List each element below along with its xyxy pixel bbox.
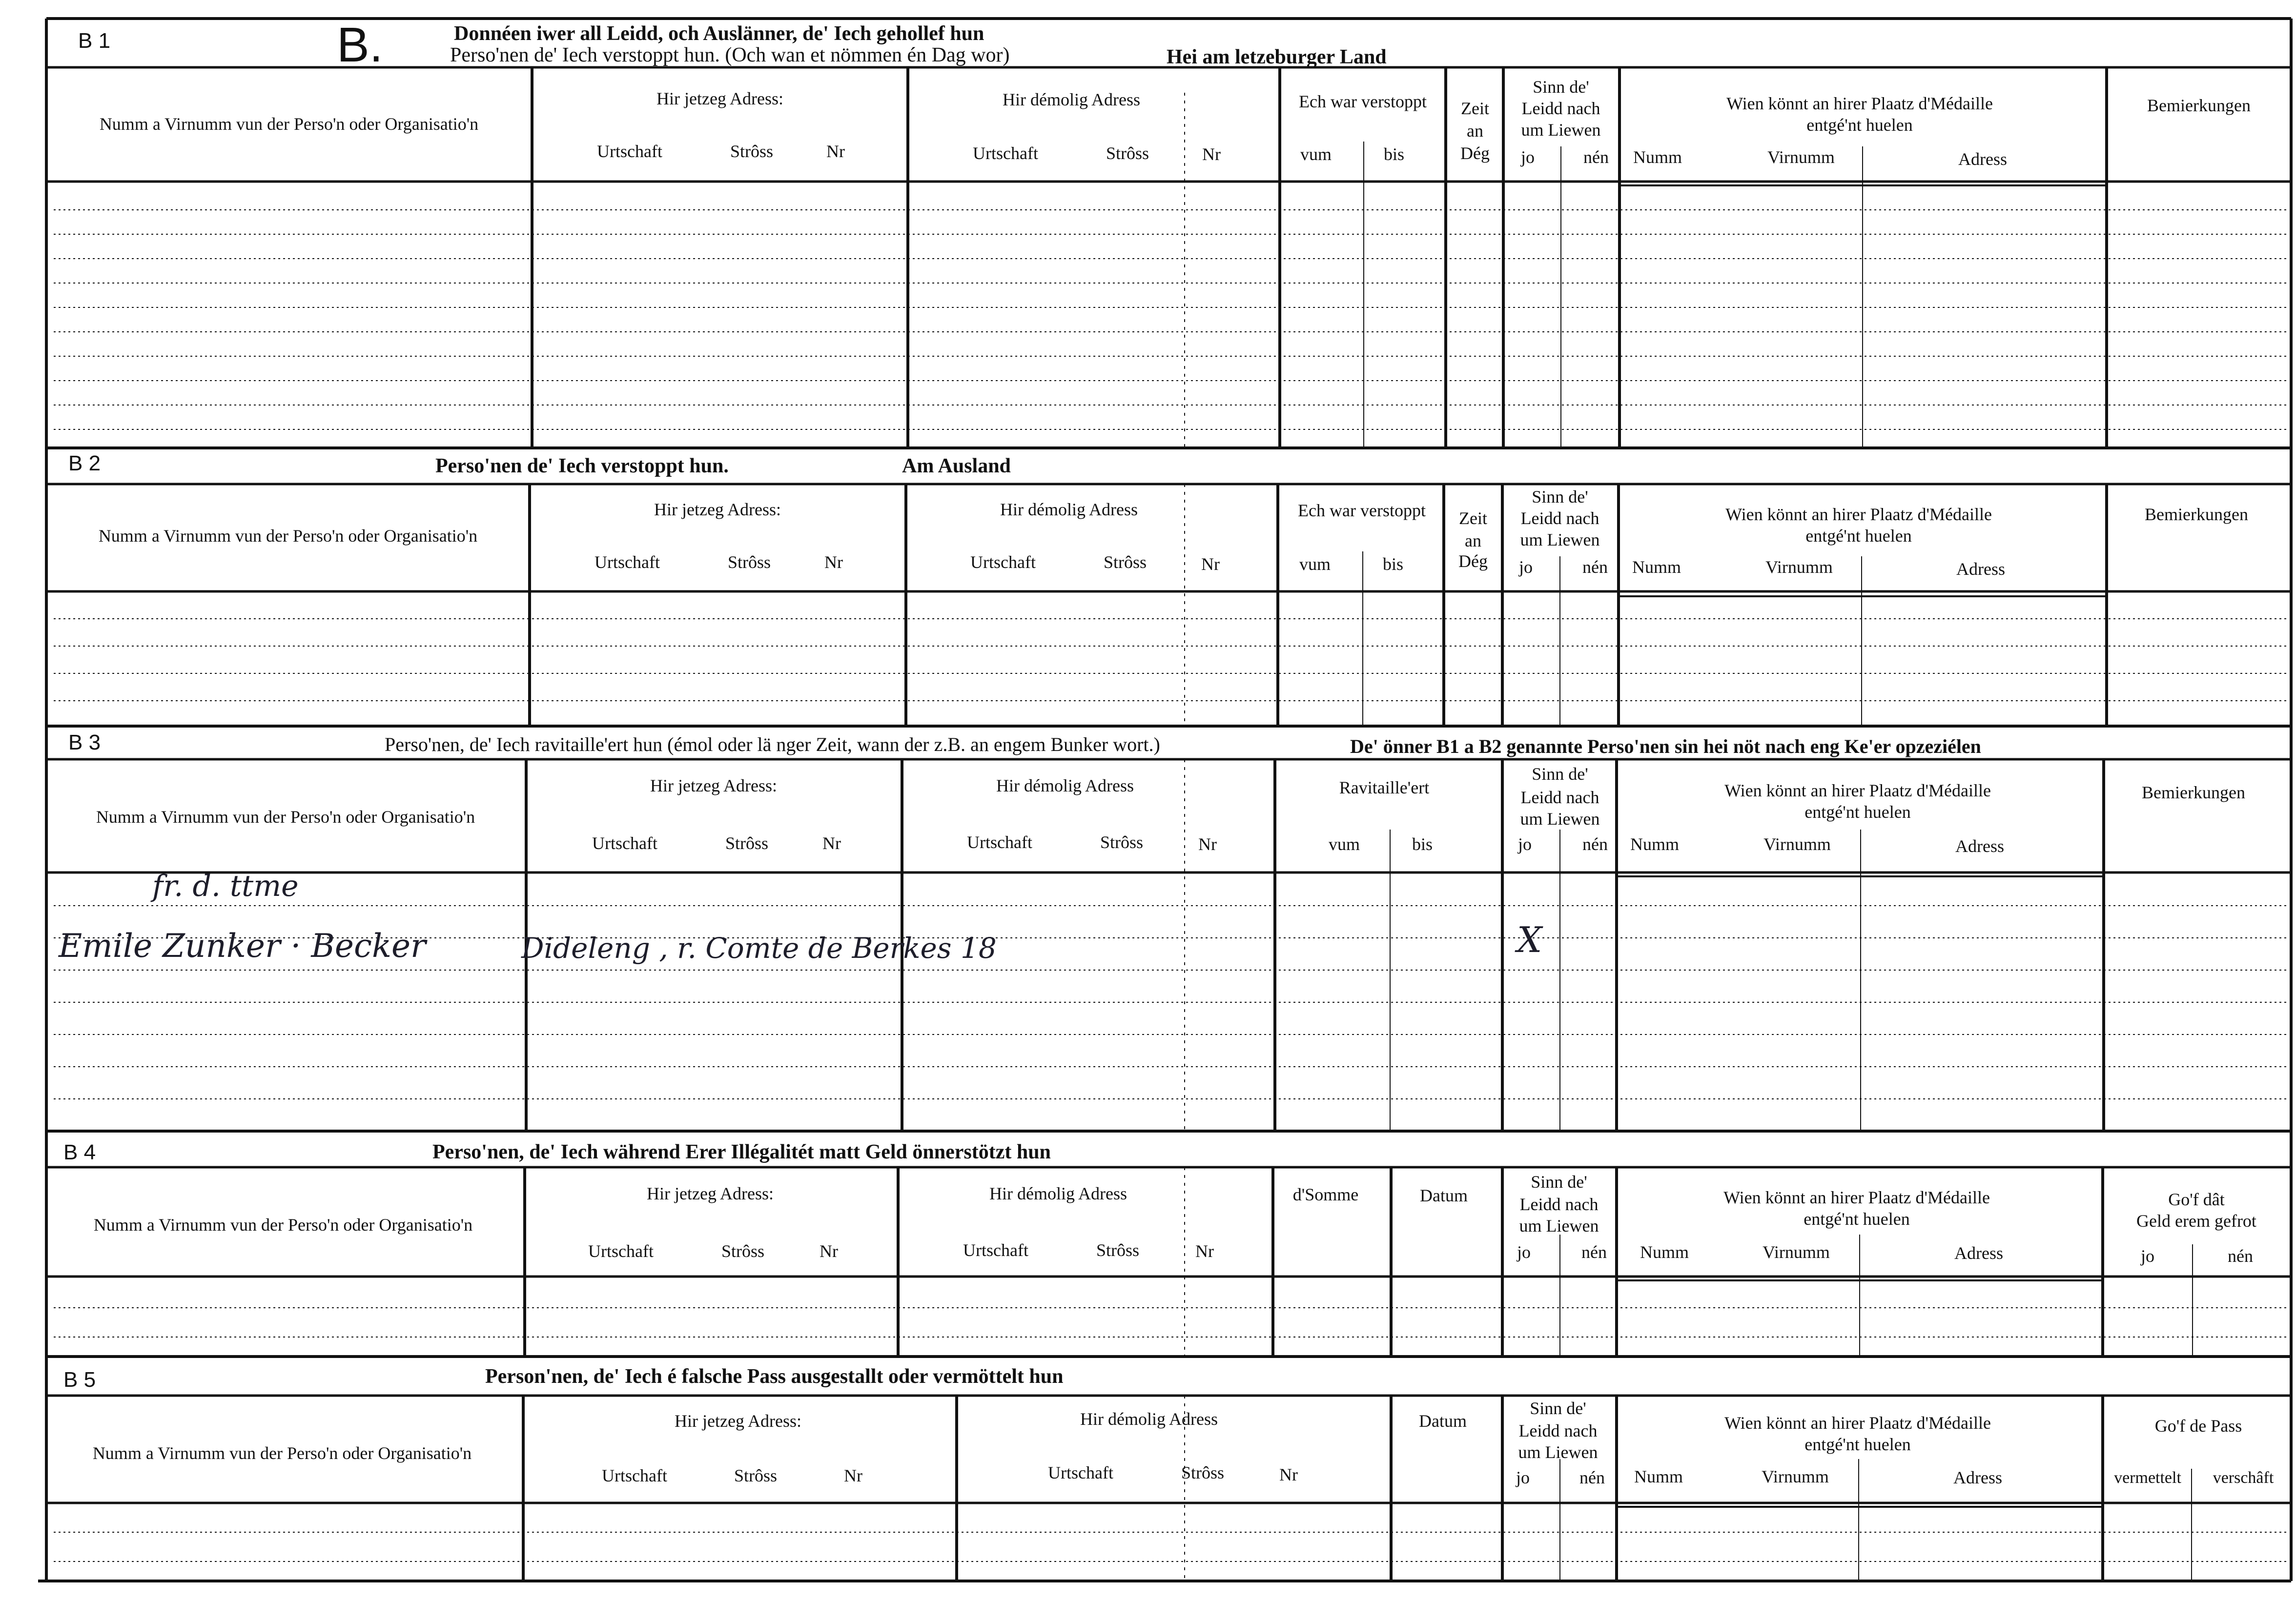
b4-present-nr: Nr: [820, 1241, 838, 1261]
b5-present-stross: Strôss: [734, 1466, 778, 1485]
b3-adress: Adress: [1955, 836, 2004, 856]
b3-jo: jo: [1517, 834, 1532, 854]
b3-former-addr: Hir démolig Adress: [996, 776, 1134, 795]
b5-present-addr: Hir jetzeg Adress:: [675, 1411, 801, 1431]
b4-alive-1: Sinn de': [1531, 1172, 1587, 1192]
b2-virnumm: Virnumm: [1765, 557, 1833, 577]
b3-entry-alive-mark: X: [1517, 919, 1542, 960]
b5-medal-2: entgé'nt huelen: [1804, 1435, 1911, 1454]
b3-bis: bis: [1412, 834, 1433, 854]
b3-numm: Numm: [1630, 834, 1680, 854]
b1-nen: nén: [1583, 147, 1609, 167]
b3-former-stross: Strôss: [1100, 832, 1144, 852]
form-big-letter: B.: [337, 18, 383, 72]
b5-alive-1: Sinn de': [1530, 1398, 1586, 1418]
b3-entry-name: Emile Zunker · Becker: [59, 927, 426, 965]
b4-geld-jo: jo: [2140, 1246, 2155, 1266]
b4-former-addr: Hir démolig Adress: [989, 1184, 1127, 1203]
b3-virnumm: Virnumm: [1763, 834, 1831, 854]
b5-pass: Go'f de Pass: [2154, 1416, 2242, 1436]
b2-medal-2: entgé'nt huelen: [1805, 526, 1912, 546]
b3-entry-line1: fr. d. ttme: [152, 869, 299, 903]
form-title-line2: Perso'nen de' Iech verstoppt hun. (Och wan et nömmen én Dag wor): [450, 44, 1010, 66]
b2-zeit-2: an: [1465, 531, 1481, 550]
b4-alive-3: um Liewen: [1519, 1216, 1599, 1236]
b3-former-nr: Nr: [1198, 834, 1217, 854]
b1-alive-1: Sinn de': [1533, 77, 1589, 97]
b5-vermettelt: vermettelt: [2114, 1469, 2181, 1487]
b2-vum: vum: [1299, 554, 1331, 574]
b5-alive-2: Leidd nach: [1518, 1421, 1598, 1440]
b3-alive-3: um Liewen: [1520, 809, 1600, 829]
b1-virnumm: Virnumm: [1767, 147, 1835, 167]
b2-former-urtschaft: Urtschaft: [970, 552, 1036, 572]
b5-verschaft: verschâft: [2213, 1469, 2274, 1487]
b1-zeit-2: an: [1467, 121, 1483, 141]
b5-present-urtschaft: Urtschaft: [602, 1466, 667, 1485]
section-b4-label: B 4: [63, 1140, 96, 1164]
b4-former-stross: Strôss: [1096, 1240, 1140, 1260]
b2-former-stross: Strôss: [1103, 552, 1147, 572]
b5-present-nr: Nr: [844, 1466, 862, 1485]
b2-bis: bis: [1382, 554, 1404, 574]
section-b3-note: De' önner B1 a B2 genannte Perso'nen sin hei nöt nach eng Ke'er opzeziélen: [1350, 735, 1981, 757]
b2-present-addr: Hir jetzeg Adress:: [654, 500, 781, 519]
b2-hidden: Ech war verstoppt: [1298, 501, 1426, 520]
b2-remarks: Bemierkungen: [2145, 505, 2248, 524]
section-b5-label: B 5: [63, 1368, 96, 1392]
b3-former-urtschaft: Urtschaft: [967, 832, 1032, 852]
b5-virnumm: Virnumm: [1762, 1467, 1829, 1486]
b1-present-stross: Strôss: [730, 142, 774, 161]
b4-former-nr: Nr: [1195, 1241, 1214, 1261]
b3-alive-2: Leidd nach: [1520, 788, 1599, 807]
b2-former-addr: Hir démolig Adress: [1000, 500, 1138, 519]
b5-adress: Adress: [1953, 1468, 2002, 1487]
b4-medal-1: Wien könnt an hirer Plaatz d'Médaille: [1723, 1188, 1990, 1207]
b1-present-nr: Nr: [826, 142, 845, 161]
b3-ravit: Ravitaille'ert: [1339, 778, 1430, 797]
b1-remarks: Bemierkungen: [2147, 96, 2251, 115]
b1-present-urtschaft: Urtschaft: [597, 142, 662, 161]
b1-alive-3: um Liewen: [1521, 120, 1601, 140]
b1-former-stross: Strôss: [1106, 143, 1149, 163]
b4-adress: Adress: [1954, 1243, 2003, 1263]
b5-former-addr: Hir démolig Adress: [1080, 1409, 1218, 1429]
b1-bis: bis: [1383, 144, 1405, 164]
b2-name-col: Numm a Virnumm vun der Perso'n oder Organisatio'n: [98, 526, 478, 546]
b4-numm: Numm: [1640, 1242, 1689, 1262]
b4-geld-nen: nén: [2228, 1246, 2253, 1266]
section-b1-label: B 1: [78, 29, 111, 53]
b1-hidden: Ech war verstoppt: [1299, 92, 1427, 111]
b4-present-stross: Strôss: [721, 1241, 765, 1261]
b5-medal-1: Wien könnt an hirer Plaatz d'Médaille: [1724, 1413, 1991, 1433]
b4-name-col: Numm a Virnumm vun der Perso'n oder Organisatio'n: [93, 1215, 473, 1235]
b3-name-col: Numm a Virnumm vun der Perso'n oder Organisatio'n: [96, 807, 475, 827]
b2-numm: Numm: [1632, 557, 1681, 577]
b3-nen: nén: [1582, 834, 1608, 854]
b4-geld-1: Go'f dât: [2168, 1190, 2225, 1209]
section-b2-subtitle: Am Ausland: [902, 455, 1011, 477]
b2-alive-1: Sinn de': [1532, 487, 1588, 507]
b1-former-addr: Hir démolig Adress: [1003, 90, 1140, 109]
b3-medal-1: Wien könnt an hirer Plaatz d'Médaille: [1724, 781, 1991, 800]
b1-medal-2: entgé'nt huelen: [1806, 115, 1913, 135]
b5-former-stross: Strôss: [1181, 1463, 1225, 1482]
b4-alive-2: Leidd nach: [1519, 1195, 1599, 1214]
section-b2-label: B 2: [68, 451, 101, 475]
b5-former-urtschaft: Urtschaft: [1048, 1463, 1113, 1482]
section-b5-title: Person'nen, de' Iech é falsche Pass ausgestallt oder vermöttelt hun: [485, 1365, 1064, 1388]
b4-somme: d'Somme: [1292, 1185, 1359, 1204]
b1-vum: vum: [1300, 144, 1332, 164]
b4-former-urtschaft: Urtschaft: [963, 1240, 1028, 1260]
b3-vum: vum: [1328, 834, 1360, 854]
section-b3-title: Perso'nen, de' Iech ravitaille'ert hun (émol oder lä nger Zeit, wann der z.B. an engem Bunker wort.): [385, 733, 1160, 755]
b5-jo: jo: [1516, 1468, 1530, 1487]
b1-former-nr: Nr: [1202, 144, 1221, 164]
b5-numm: Numm: [1634, 1467, 1683, 1486]
form-title-suffix: Hei am letzeburger Land: [1167, 46, 1387, 68]
b2-jo: jo: [1518, 557, 1533, 577]
section-b2-title: Perso'nen de' Iech verstoppt hun.: [435, 455, 729, 477]
b1-name-col: Numm a Virnumm vun der Perso'n oder Organisatio'n: [99, 114, 479, 134]
section-b3-label: B 3: [68, 730, 101, 754]
b5-alive-3: um Liewen: [1518, 1442, 1598, 1462]
b1-present-addr: Hir jetzeg Adress:: [656, 89, 783, 108]
b4-jo: jo: [1517, 1242, 1531, 1262]
b2-present-urtschaft: Urtschaft: [594, 552, 660, 572]
b4-datum: Datum: [1420, 1186, 1468, 1205]
b5-name-col: Numm a Virnumm vun der Perso'n oder Organisatio'n: [92, 1443, 472, 1463]
b2-medal-1: Wien könnt an hirer Plaatz d'Médaille: [1725, 505, 1992, 524]
b4-nen: nén: [1581, 1242, 1607, 1262]
b4-geld-2: Geld erem gefrot: [2136, 1211, 2256, 1231]
b1-medal-1: Wien könnt an hirer Plaatz d'Médaille: [1726, 94, 1993, 113]
b2-former-nr: Nr: [1201, 554, 1220, 574]
section-b4-title: Perso'nen, de' Iech während Erer Illégalitét matt Geld önnerstötzt hun: [432, 1141, 1051, 1163]
b4-virnumm: Virnumm: [1763, 1242, 1830, 1262]
b5-nen: nén: [1579, 1468, 1605, 1487]
b3-alive-1: Sinn de': [1532, 764, 1588, 784]
b2-alive-2: Leidd nach: [1520, 508, 1599, 528]
b4-present-urtschaft: Urtschaft: [588, 1241, 654, 1261]
b2-nen: nén: [1582, 557, 1608, 577]
b3-medal-2: entgé'nt huelen: [1804, 802, 1911, 822]
b4-present-addr: Hir jetzeg Adress:: [647, 1184, 774, 1203]
b5-datum: Datum: [1419, 1411, 1467, 1431]
b1-numm: Numm: [1633, 147, 1682, 167]
b1-adress: Adress: [1958, 149, 2007, 169]
b1-zeit-3: Dég: [1460, 143, 1490, 163]
b2-zeit-3: Dég: [1458, 551, 1488, 571]
b1-zeit-1: Zeit: [1461, 99, 1489, 118]
b2-zeit-1: Zeit: [1459, 508, 1487, 528]
b3-present-nr: Nr: [822, 833, 841, 853]
b3-present-addr: Hir jetzeg Adress:: [650, 776, 777, 795]
b3-present-urtschaft: Urtschaft: [592, 833, 657, 853]
b2-adress: Adress: [1956, 559, 2005, 579]
b4-medal-2: entgé'nt huelen: [1804, 1209, 1910, 1229]
b3-remarks: Bemierkungen: [2142, 783, 2245, 802]
b1-alive-2: Leidd nach: [1521, 99, 1600, 118]
b1-jo: jo: [1520, 147, 1535, 167]
b1-former-urtschaft: Urtschaft: [973, 143, 1038, 163]
form-title-line1: Donnéen iwer all Leidd, och Auslänner, de' Iech gehollef hun: [454, 22, 984, 45]
b2-present-stross: Strôss: [727, 552, 771, 572]
b3-entry-address: Dideleng , r. Comte de Berkes 18: [521, 932, 997, 965]
b3-present-stross: Strôss: [725, 833, 769, 853]
b2-alive-3: um Liewen: [1520, 530, 1600, 549]
b5-former-nr: Nr: [1279, 1465, 1298, 1484]
b2-present-nr: Nr: [824, 552, 843, 572]
